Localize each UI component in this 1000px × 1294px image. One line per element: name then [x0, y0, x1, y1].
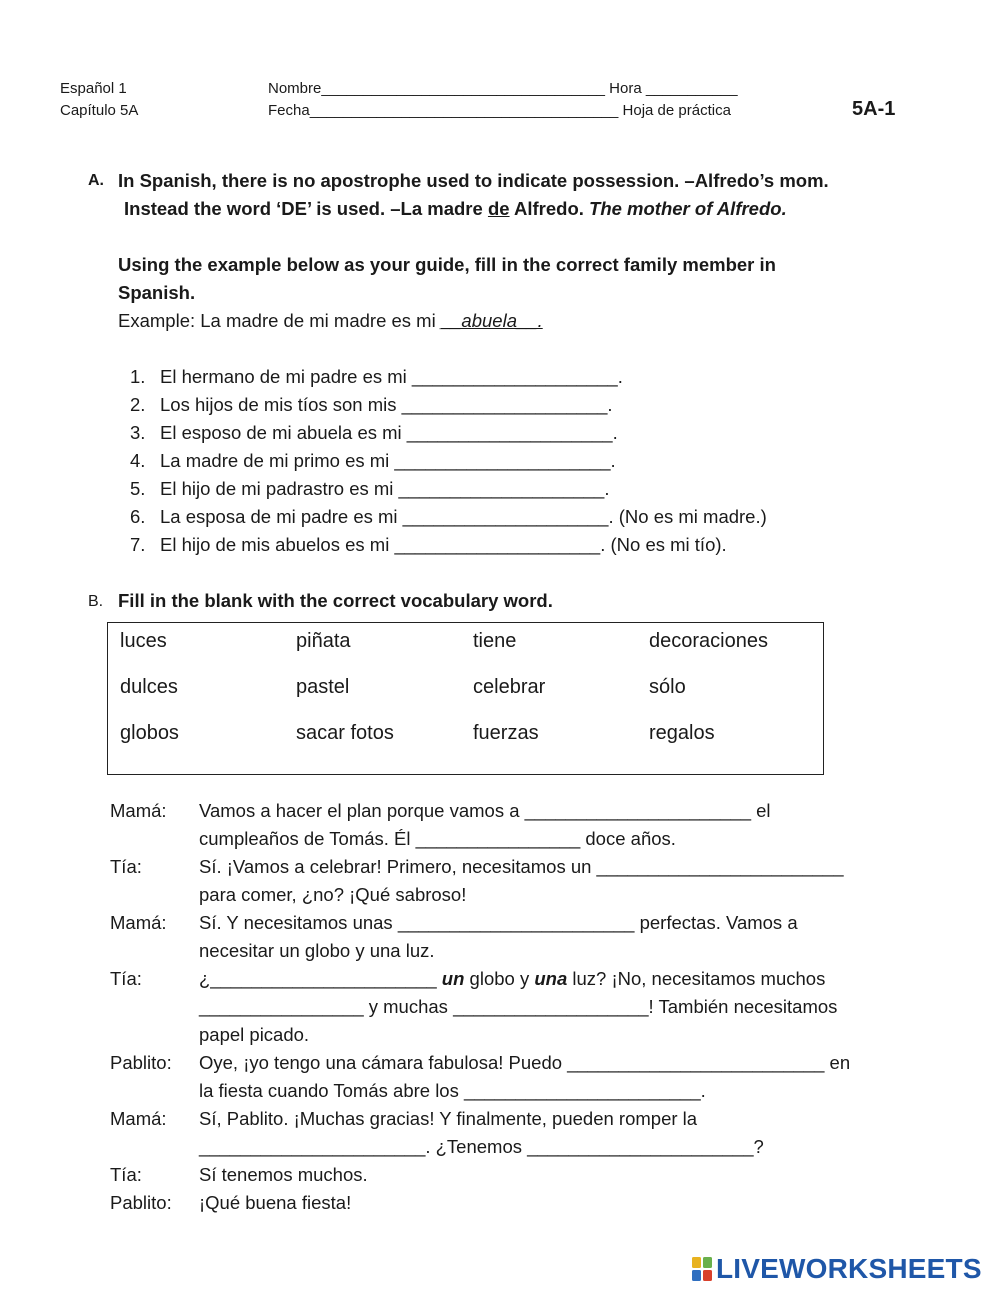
dialogue-line: Sí. ¡Vamos a celebrar! Primero, necesitamos un ________________________ [199, 856, 844, 877]
list-item-number: 4. [130, 450, 146, 471]
course-name: Español 1 [60, 80, 127, 97]
dialogue-line: para comer, ¿no? ¡Qué sabroso! [199, 884, 467, 905]
dialogue-line: la fiesta cuando Tomás abre los _______________________. [199, 1080, 706, 1101]
word-bank [107, 622, 824, 775]
dialogue-line: ¡Qué buena fiesta! [199, 1192, 352, 1213]
dialogue-segment: globo y [464, 968, 535, 989]
list-item: El hijo de mis abuelos es mi ____________________. (No es mi tío). [160, 534, 727, 555]
dialogue-line: Oye, ¡yo tengo una cámara fabulosa! Puedo _________________________ en [199, 1052, 851, 1073]
example-prefix: Example: La madre de mi madre es mi [118, 310, 441, 331]
dialogue-line: ________________ y muchas ___________________! También necesitamos [199, 996, 838, 1017]
dialogue-line: necesitar un globo y una luz. [199, 940, 435, 961]
dialogue-speaker: Pablito: [110, 1052, 172, 1073]
list-item-number: 5. [130, 478, 146, 499]
liveworksheets-logo [690, 1253, 982, 1285]
name-hora-line: Nombre__________________________________ Hora ___________ [268, 80, 738, 97]
word-bank-item: piñata [296, 630, 351, 652]
word-bank-item: sólo [649, 676, 686, 698]
list-item: El esposo de mi abuela es mi ____________________. [160, 422, 618, 443]
word-bank-item: luces [120, 630, 167, 652]
line2-de: de [487, 198, 510, 219]
dialogue-line [199, 968, 825, 990]
dialogue-speaker: Mamá: [110, 912, 167, 933]
dialogue-speaker: Mamá: [110, 1108, 167, 1129]
dialogue-line: Vamos a hacer el plan porque vamos a ______________________ el [199, 800, 771, 821]
instruction-line2: Spanish. [118, 282, 196, 303]
dialogue-line: ______________________. ¿Tenemos ______________________? [199, 1136, 764, 1157]
section-b-letter: B. [88, 593, 104, 610]
dialogue-speaker: Mamá: [110, 800, 167, 821]
dialogue-line: papel picado. [199, 1024, 310, 1045]
chapter-name: Capítulo 5A [60, 102, 139, 119]
word-bank-item: celebrar [473, 676, 546, 698]
list-item: La esposa de mi padre es mi ____________________. (No es mi madre.) [160, 506, 767, 527]
line2-italic: The mother of Alfredo. [589, 198, 787, 219]
example-answer: __abuela__. [440, 310, 543, 331]
word-bank-item: fuerzas [473, 722, 539, 744]
list-item-number: 7. [130, 534, 146, 555]
word-bank-item: decoraciones [649, 630, 768, 652]
list-item: Los hijos de mis tíos son mis ____________________. [160, 394, 613, 415]
list-item: El hijo de mi padrastro es mi ____________________. [160, 478, 610, 499]
list-item-number: 3. [130, 422, 146, 443]
list-item: El hermano de mi padre es mi ____________________. [160, 366, 623, 387]
dialogue-segment: luz? ¡No, necesitamos muchos [567, 968, 826, 989]
dialogue-speaker: Tía: [110, 1164, 142, 1185]
sheet-id: 5A-1 [852, 98, 896, 120]
section-b-instruction: Fill in the blank with the correct vocabulary word. [118, 590, 553, 611]
instruction-line1: Using the example below as your guide, fill in the correct family member in [118, 254, 776, 275]
dialogue-line: Sí tenemos muchos. [199, 1164, 368, 1185]
word-bank-item: dulces [120, 676, 178, 698]
date-line: Fecha_____________________________________ Hoja de práctica [268, 102, 731, 119]
word-bank-item: sacar fotos [296, 722, 394, 744]
logo-mark-icon [690, 1256, 714, 1282]
dialogue-speaker: Pablito: [110, 1192, 172, 1213]
section-a-line1: In Spanish, there is no apostrophe used to indicate possession. –Alfredo’s mom. [118, 170, 829, 191]
list-item-number: 1. [130, 366, 146, 387]
section-a-letter: A. [88, 172, 104, 189]
line2-post: Alfredo. [509, 198, 590, 219]
list-item: La madre de mi primo es mi _____________________. [160, 450, 616, 471]
list-item-number: 6. [130, 506, 146, 527]
dialogue-segment: un [441, 968, 465, 989]
dialogue-segment: una [534, 968, 568, 989]
line2-pre: Instead the word ‘DE’ is used. –La madre [124, 198, 488, 219]
word-bank-item: regalos [649, 722, 715, 744]
list-item-number: 2. [130, 394, 146, 415]
dialogue-line: Sí. Y necesitamos unas _______________________ perfectas. Vamos a [199, 912, 798, 933]
dialogue-speaker: Tía: [110, 968, 142, 989]
dialogue-speaker: Tía: [110, 856, 142, 877]
section-a-line2 [124, 198, 787, 220]
word-bank-item: tiene [473, 630, 517, 652]
word-bank-item: pastel [296, 676, 350, 698]
example-line [118, 310, 543, 332]
logo-text: LIVEWORKSHEETS [716, 1253, 982, 1284]
dialogue-segment: ¿______________________ [199, 968, 442, 989]
word-bank-item: globos [120, 722, 179, 744]
dialogue-line: cumpleaños de Tomás. Él ________________ doce años. [199, 828, 676, 849]
dialogue-line: Sí, Pablito. ¡Muchas gracias! Y finalmente, pueden romper la [199, 1108, 698, 1129]
